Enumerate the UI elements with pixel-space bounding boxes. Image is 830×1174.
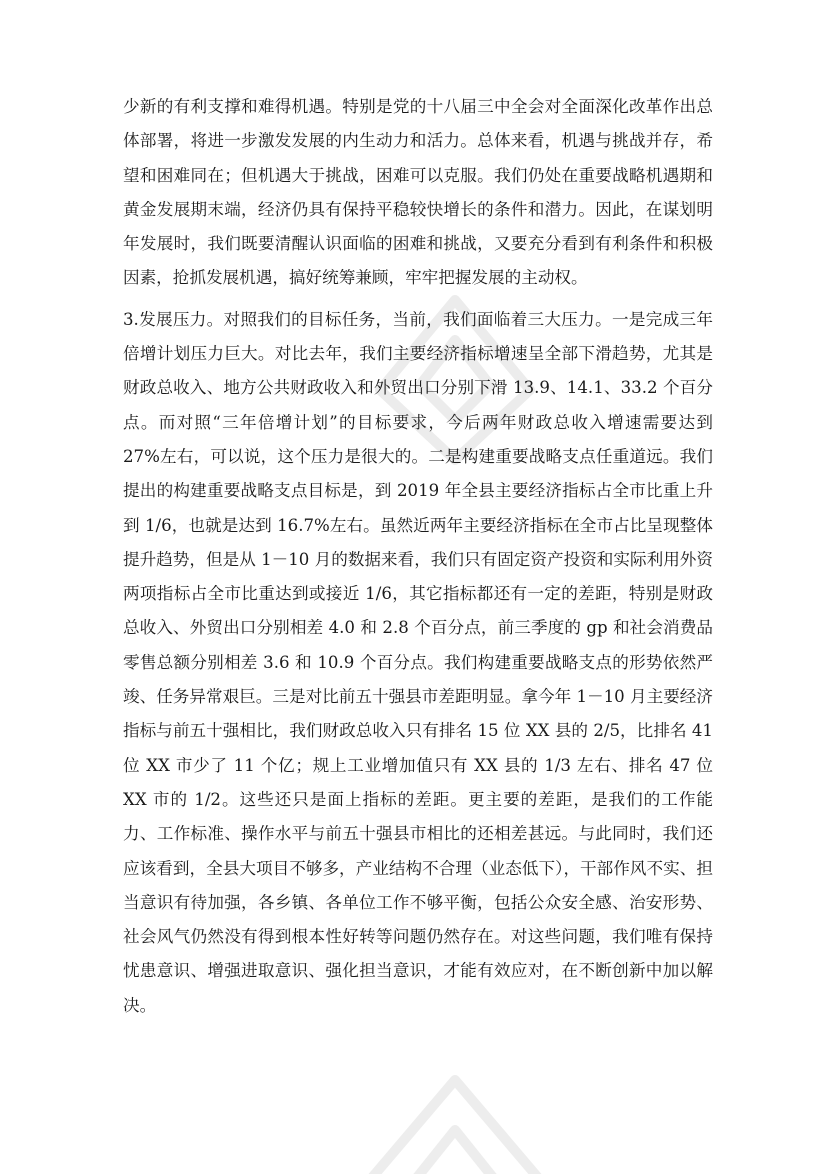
document-body: [123, 90, 713, 1023]
watermark-seal-icon: [330, 1040, 580, 1174]
paragraph-development-pressure: 3.发展压力。对照我们的目标任务，当前，我们面临着三大压力。一是完成三年倍增计划压力巨大。对比去年，我们主要经济指标增速呈全部下滑趋势，尤其是财政总收入、地方公共财政收入和外贸出口分别下滑 13.9、14.1、33.2 个百分点。而对照“三年倍增计划”的目标要求，今后两年财政总收入增速需要达到 27%左右，可以说，这个压力是很大的。二是构建重要战略支点任重道远。我们提出的构建重要战略支点目标是，到 2019 年全县主要经济指标占全市比重上升到 1/6，也就是达到 16.7%左右。虽然近两年主要经济指标在全市占比呈现整体提升趋势，但是从 1－10 月的数据来看，我们只有固定资产投资和实际利用外资两项指标占全市比重达到或接近 1/6，其它指标都还有一定的差距，特别是财政总收入、外贸出口分别相差 4.0 和 2.8 个百分点，前三季度的 gp 和社会消费品零售总额分别相差 3.6 和 10.9 个百分点。我们构建重要战略支点的形势依然严竣、任务异常艰巨。三是对比前五十强县市差距明显。拿今年 1－10 月主要经济指标与前五十强相比，我们财政总收入只有排名 15 位 XX 县的 2/5，比排名 41 位 XX 市少了 11 个亿；规上工业增加值只有 XX 县的 1/3 左右、排名 47 位 XX 市的 1/2。这些还只是面上指标的差距。更主要的差距，是我们的工作能力、工作标准、操作水平与前五十强县市相比的还相差甚远。与此同时，我们还应该看到，全县大项目不够多，产业结构不合理（业态低下），干部作风不实、担当意识有待加强，各乡镇、各单位工作不够平衡，包括公众安全感、治安形势、社会风气仍然没有得到根本性好转等问题仍然存在。对这些问题，我们唯有保持忧患意识、增强进取意识、强化担当意识，才能有效应对，在不断创新中加以解决。: [123, 309, 713, 1015]
paragraph-opportunities: 少新的有利支撑和难得机遇。特别是党的十八届三中全会对全面深化改革作出总体部署，将进一步激发发展的内生动力和活力。总体来看，机遇与挑战并存，希望和困难同在；但机遇大于挑战，困难可以克服。我们仍处在重要战略机遇期和黄金发展期末端，经济仍具有保持平稳较快增长的条件和潜力。因此，在谋划明年发展时，我们既要清醒认识面临的困难和挑战，又要充分看到有利条件和积极因素，抢抓发展机遇，搞好统筹兼顾，牢牢把握发展的主动权。: [123, 97, 713, 288]
